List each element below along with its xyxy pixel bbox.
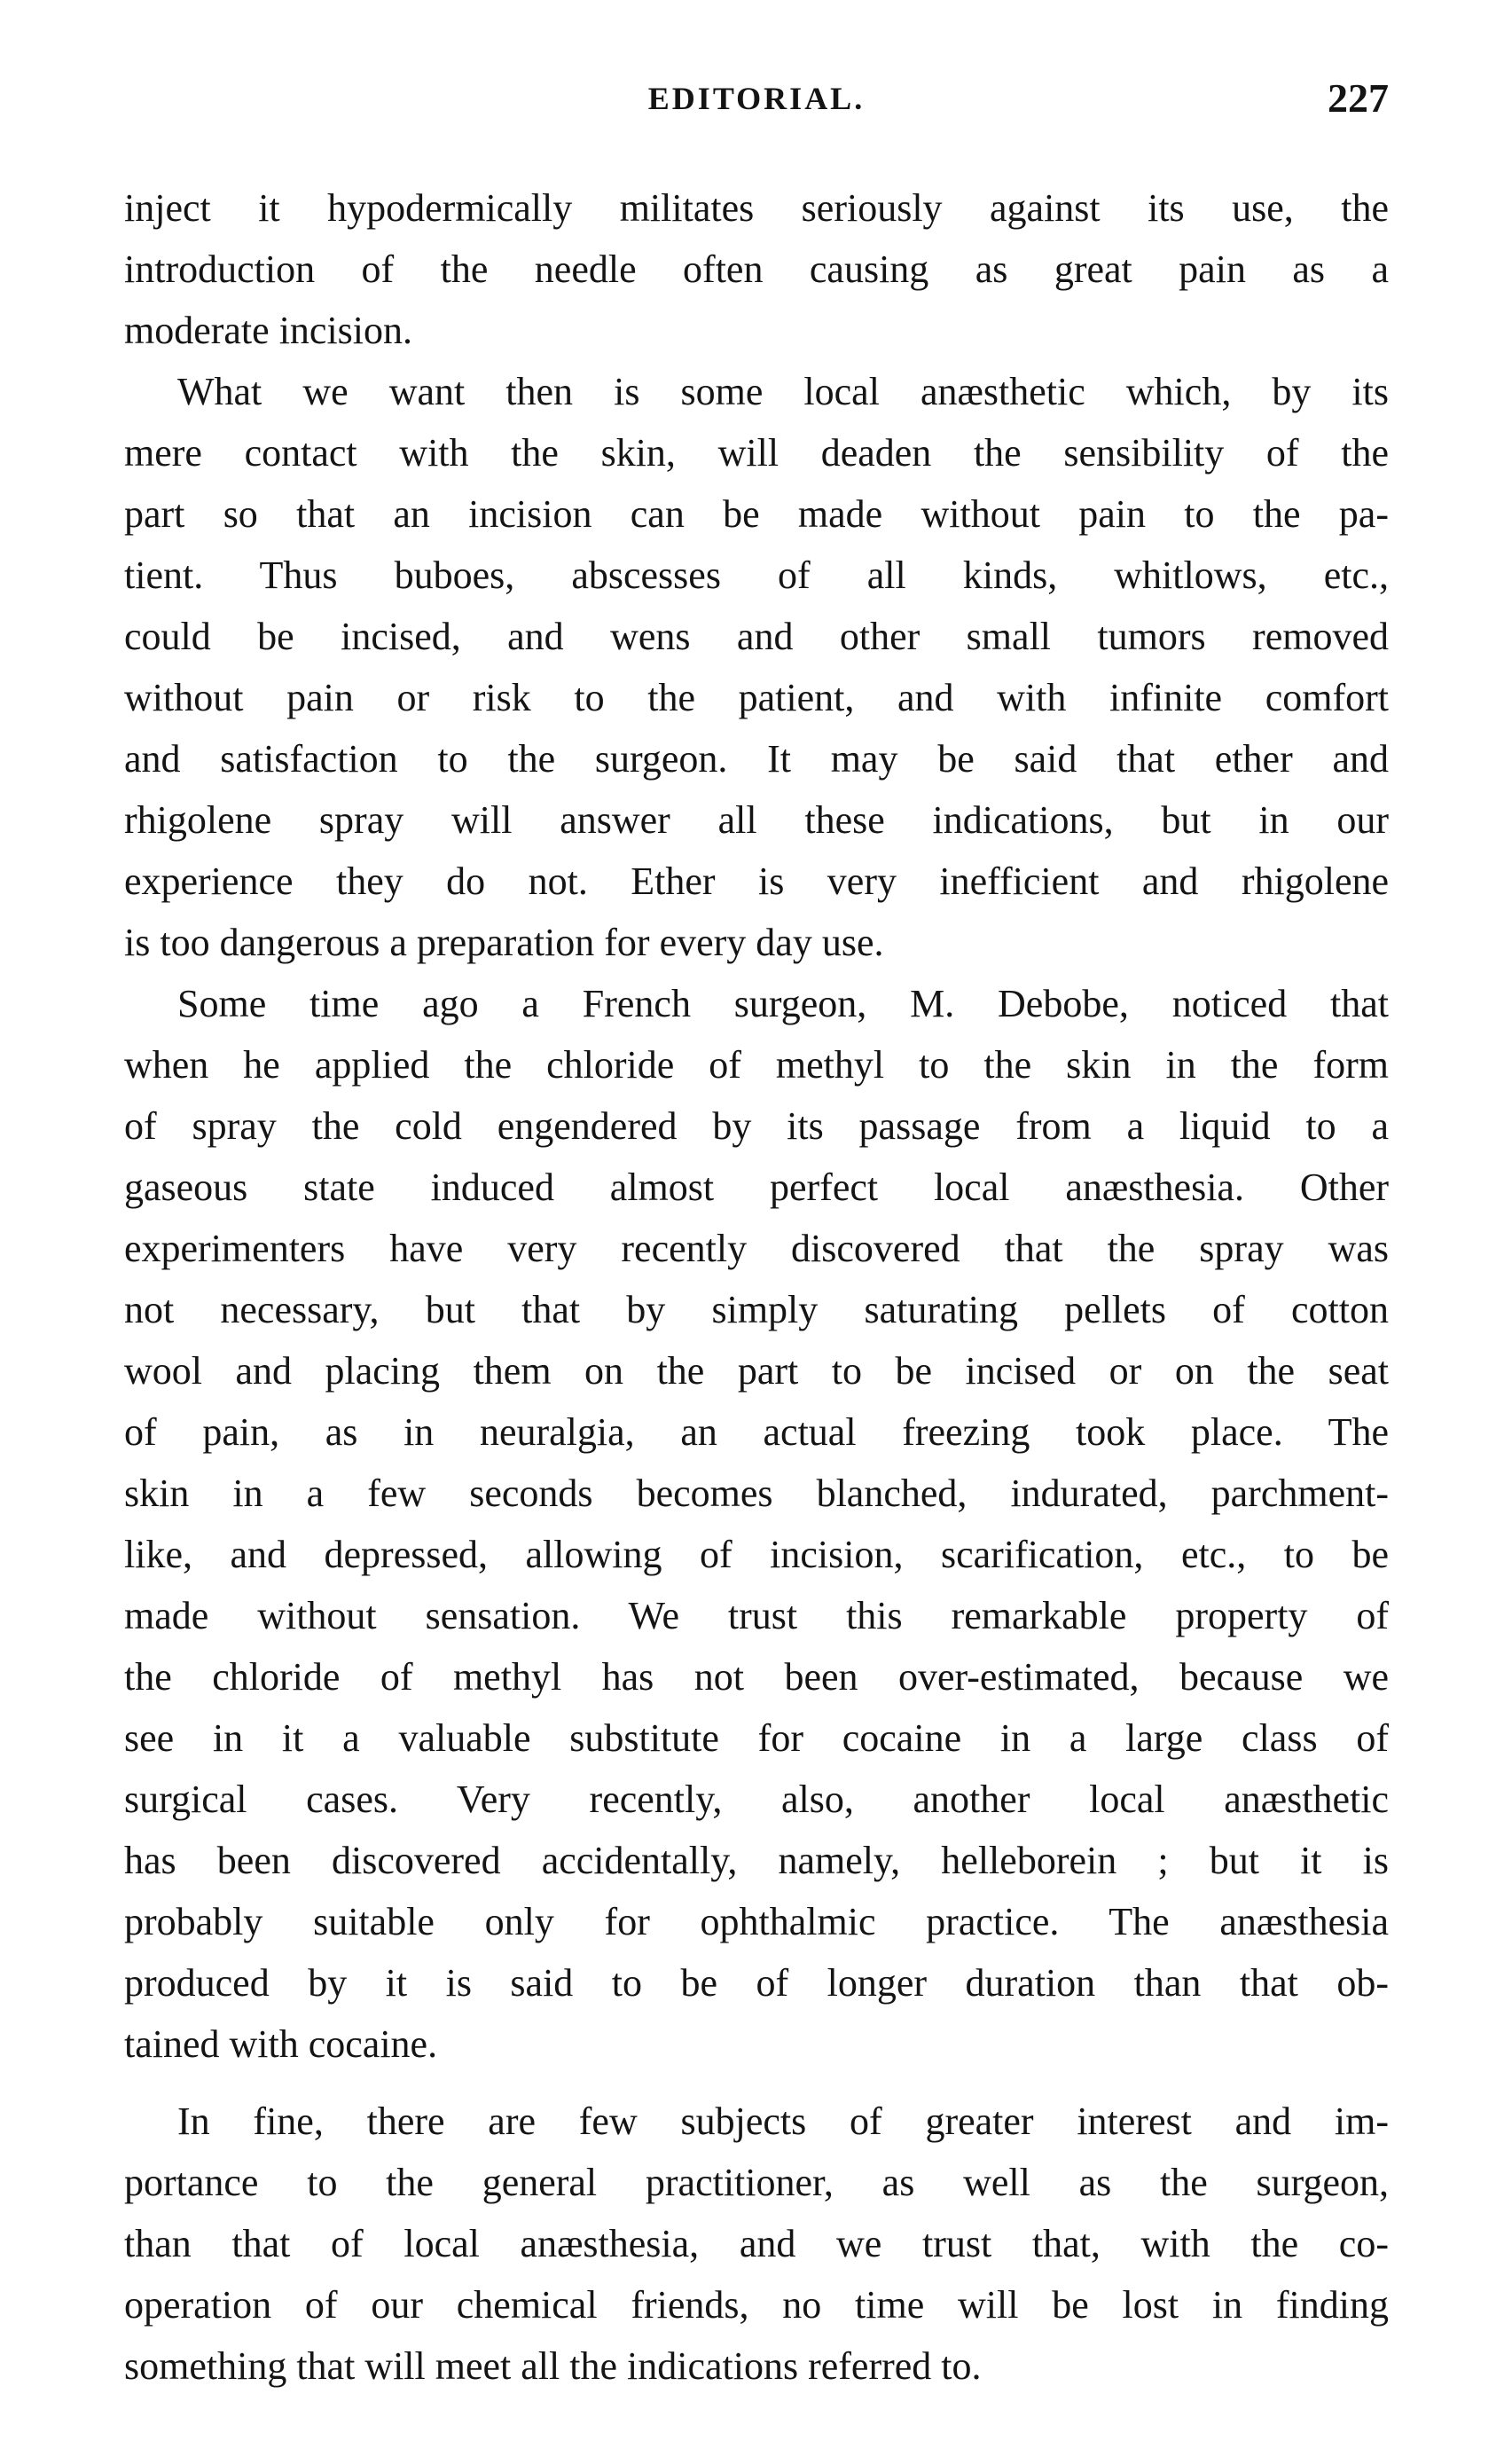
text-line: surgical cases. Very recently, also, another local anæsthetic bbox=[124, 1778, 1389, 1821]
text-line: not necessary, but that by simply saturating pellets of cotton bbox=[124, 1288, 1389, 1331]
text-line: has been discovered accidentally, namely, helleborein ; but it is bbox=[124, 1839, 1389, 1882]
text-line: inject it hypodermically militates seriously against its use, the bbox=[124, 186, 1389, 230]
text-line: could be incised, and wens and other small tumors removed bbox=[124, 615, 1389, 658]
text-line: experience they do not. Ether is very inefficient and rhigolene bbox=[124, 859, 1389, 903]
text-line: when he applied the chloride of methyl to the skin in the form bbox=[124, 1043, 1389, 1087]
text-line: produced by it is said to be of longer duration than that ob- bbox=[124, 1961, 1389, 2005]
text-line: introduction of the needle often causing as great pain as a bbox=[124, 247, 1389, 291]
text-line: than that of local anæsthesia, and we trust that, with the co- bbox=[124, 2222, 1389, 2265]
text-line: experimenters have very recently discovered that the spray was bbox=[124, 1227, 1389, 1270]
text-line: without pain or risk to the patient, and with infinite comfort bbox=[124, 676, 1389, 719]
text-line: skin in a few seconds becomes blanched, indurated, parchment- bbox=[124, 1472, 1389, 1515]
running-title: EDITORIAL. bbox=[647, 81, 866, 116]
text-line: gaseous state induced almost perfect local anæsthesia. Other bbox=[124, 1166, 1389, 1209]
text-line: of pain, as in neuralgia, an actual freezing took place. The bbox=[124, 1410, 1389, 1454]
text-line: portance to the general practitioner, as well as the surgeon, bbox=[124, 2161, 1389, 2204]
text-line: wool and placing them on the part to be incised or on the seat bbox=[124, 1349, 1389, 1393]
body-text bbox=[124, 177, 1389, 2397]
text-line: rhigolene spray will answer all these indications, but in our bbox=[124, 798, 1389, 842]
text-line: made without sensation. We trust this remarkable property of bbox=[124, 1594, 1389, 1637]
text-line: In fine, there are few subjects of greater interest and im- bbox=[177, 2100, 1389, 2143]
text-line: something that will meet all the indications referred to. bbox=[124, 2344, 982, 2388]
text-line: What we want then is some local anæsthetic which, by its bbox=[177, 370, 1389, 413]
text-line: tained with cocaine. bbox=[124, 2022, 438, 2066]
text-line: tient. Thus buboes, abscesses of all kinds, whitlows, etc., bbox=[124, 553, 1389, 597]
text-line: operation of our chemical friends, no time will be lost in finding bbox=[124, 2283, 1389, 2327]
text-line: Some time ago a French surgeon, M. Debobe, noticed that bbox=[177, 982, 1389, 1025]
running-head bbox=[124, 75, 1389, 133]
text-line: moderate incision. bbox=[124, 309, 413, 352]
text-line: like, and depressed, allowing of incision, scarification, etc., to be bbox=[124, 1533, 1389, 1576]
text-line: see in it a valuable substitute for cocaine in a large class of bbox=[124, 1716, 1389, 1760]
text-line: of spray the cold engendered by its passage from a liquid to a bbox=[124, 1104, 1389, 1148]
text-line: probably suitable only for ophthalmic practice. The anæsthesia bbox=[124, 1900, 1389, 1943]
text-line: mere contact with the skin, will deaden the sensibility of the bbox=[124, 431, 1389, 475]
page-number: 227 bbox=[1328, 75, 1389, 121]
text-line: and satisfaction to the surgeon. It may be said that ether and bbox=[124, 737, 1389, 781]
text-line: part so that an incision can be made without pain to the pa- bbox=[124, 492, 1389, 536]
text-line: the chloride of methyl has not been over-estimated, because we bbox=[124, 1655, 1389, 1699]
text-line: is too dangerous a preparation for every day use. bbox=[124, 921, 884, 964]
